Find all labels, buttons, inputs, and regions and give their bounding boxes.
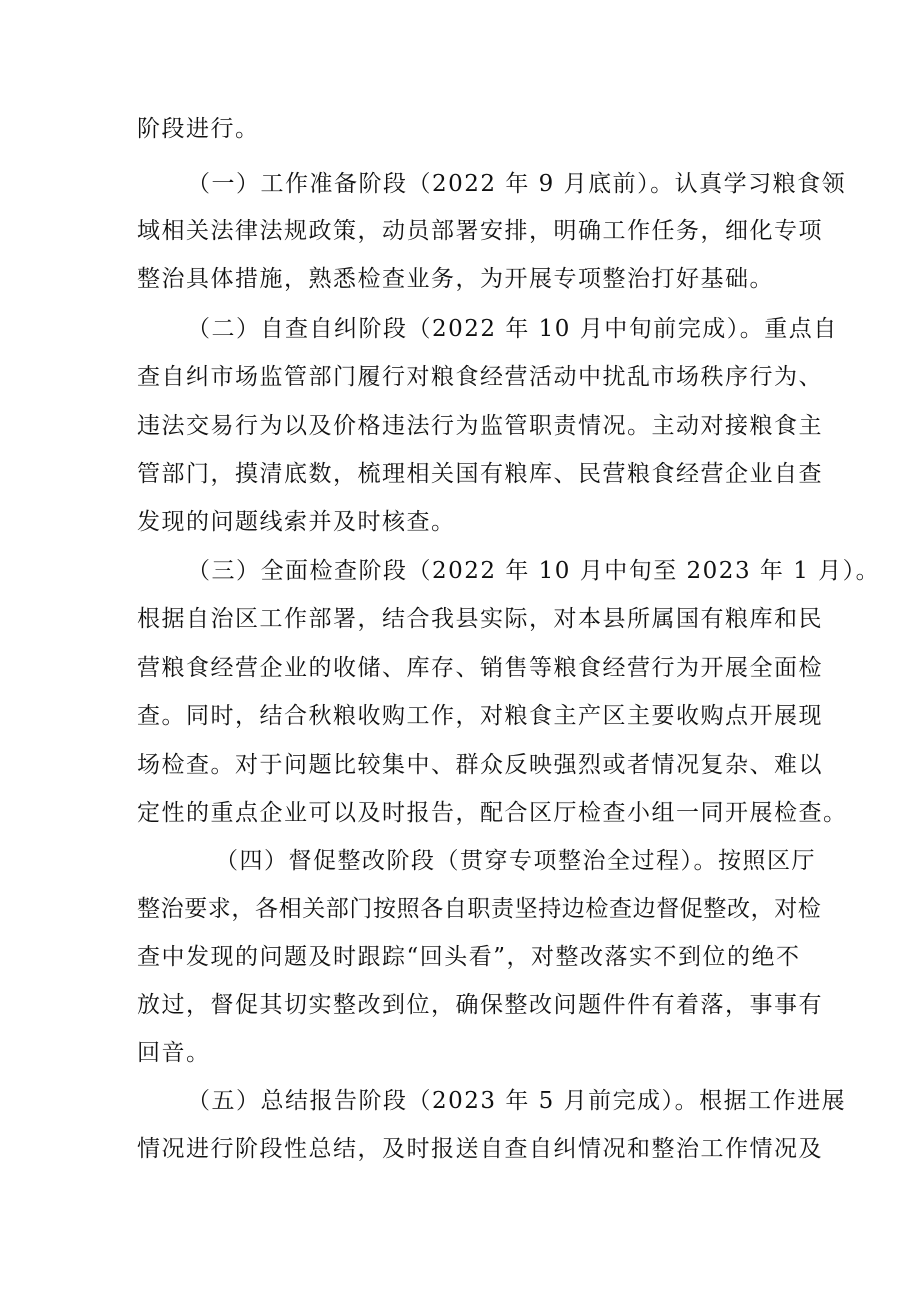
text-line: 情况进行阶段性总结，及时报送自查自纠情况和整治工作情况及 — [137, 1136, 823, 1162]
text-line: 查中发现的问题及时跟踪“回头看”，对整改落实不到位的绝不 — [137, 944, 801, 970]
text-line: 整治具体措施，熟悉检查业务，为开展专项整治打好基础。 — [137, 266, 774, 292]
text-line: （一）工作准备阶段（2022 年 9 月底前）。认真学习粮食领 — [187, 171, 847, 197]
text-line: （二）自查自纠阶段（2022 年 10 月中旬前完成）。重点自 — [187, 316, 838, 342]
text-line: 整治要求，各相关部门按照各自职责坚持边检查边督促整改，对检 — [137, 896, 822, 922]
text-line: 发现的问题线索并及时核查。 — [137, 509, 456, 535]
text-line: 管部门，摸清底数，梳理相关国有粮库、民营粮食经营企业自查 — [137, 461, 823, 487]
text-line: 查。同时，结合秋粮收购工作，对粮食主产区主要收购点开展现 — [137, 703, 823, 729]
text-line: 违法交易行为以及价格违法行为监管职责情况。主动对接粮食主 — [137, 413, 823, 439]
text-line: 阶段进行。 — [137, 116, 260, 142]
text-line: 场检查。对于问题比较集中、群众反映强烈或者情况复杂、难以 — [137, 752, 823, 778]
text-line: 营粮食经营企业的收储、库存、销售等粮食经营行为开展全面检 — [137, 655, 823, 681]
text-line: 查自纠市场监管部门履行对粮食经营活动中扰乱市场秩序行为、 — [137, 364, 823, 390]
text-line: （五）总结报告阶段（2023 年 5 月前完成）。根据工作进展 — [187, 1088, 847, 1114]
text-line: 定性的重点企业可以及时报告，配合区厅检查小组一同开展检查。 — [137, 800, 848, 826]
text-line: 回音。 — [137, 1040, 211, 1066]
text-line: 域相关法律法规政策，动员部署安排，明确工作任务，细化专项 — [137, 218, 823, 244]
text-line: 放过，督促其切实整改到位，确保整改问题件件有着落，事事有 — [137, 992, 823, 1018]
text-line: 根据自治区工作部署，结合我县实际，对本县所属国有粮库和民 — [137, 606, 823, 632]
text-line: （四）督促整改阶段（贯穿专项整治全过程）。按照区厅 — [215, 848, 816, 874]
text-line: （三）全面检查阶段（2022 年 10 月中旬至 2023 年 1 月）。 — [187, 558, 881, 584]
